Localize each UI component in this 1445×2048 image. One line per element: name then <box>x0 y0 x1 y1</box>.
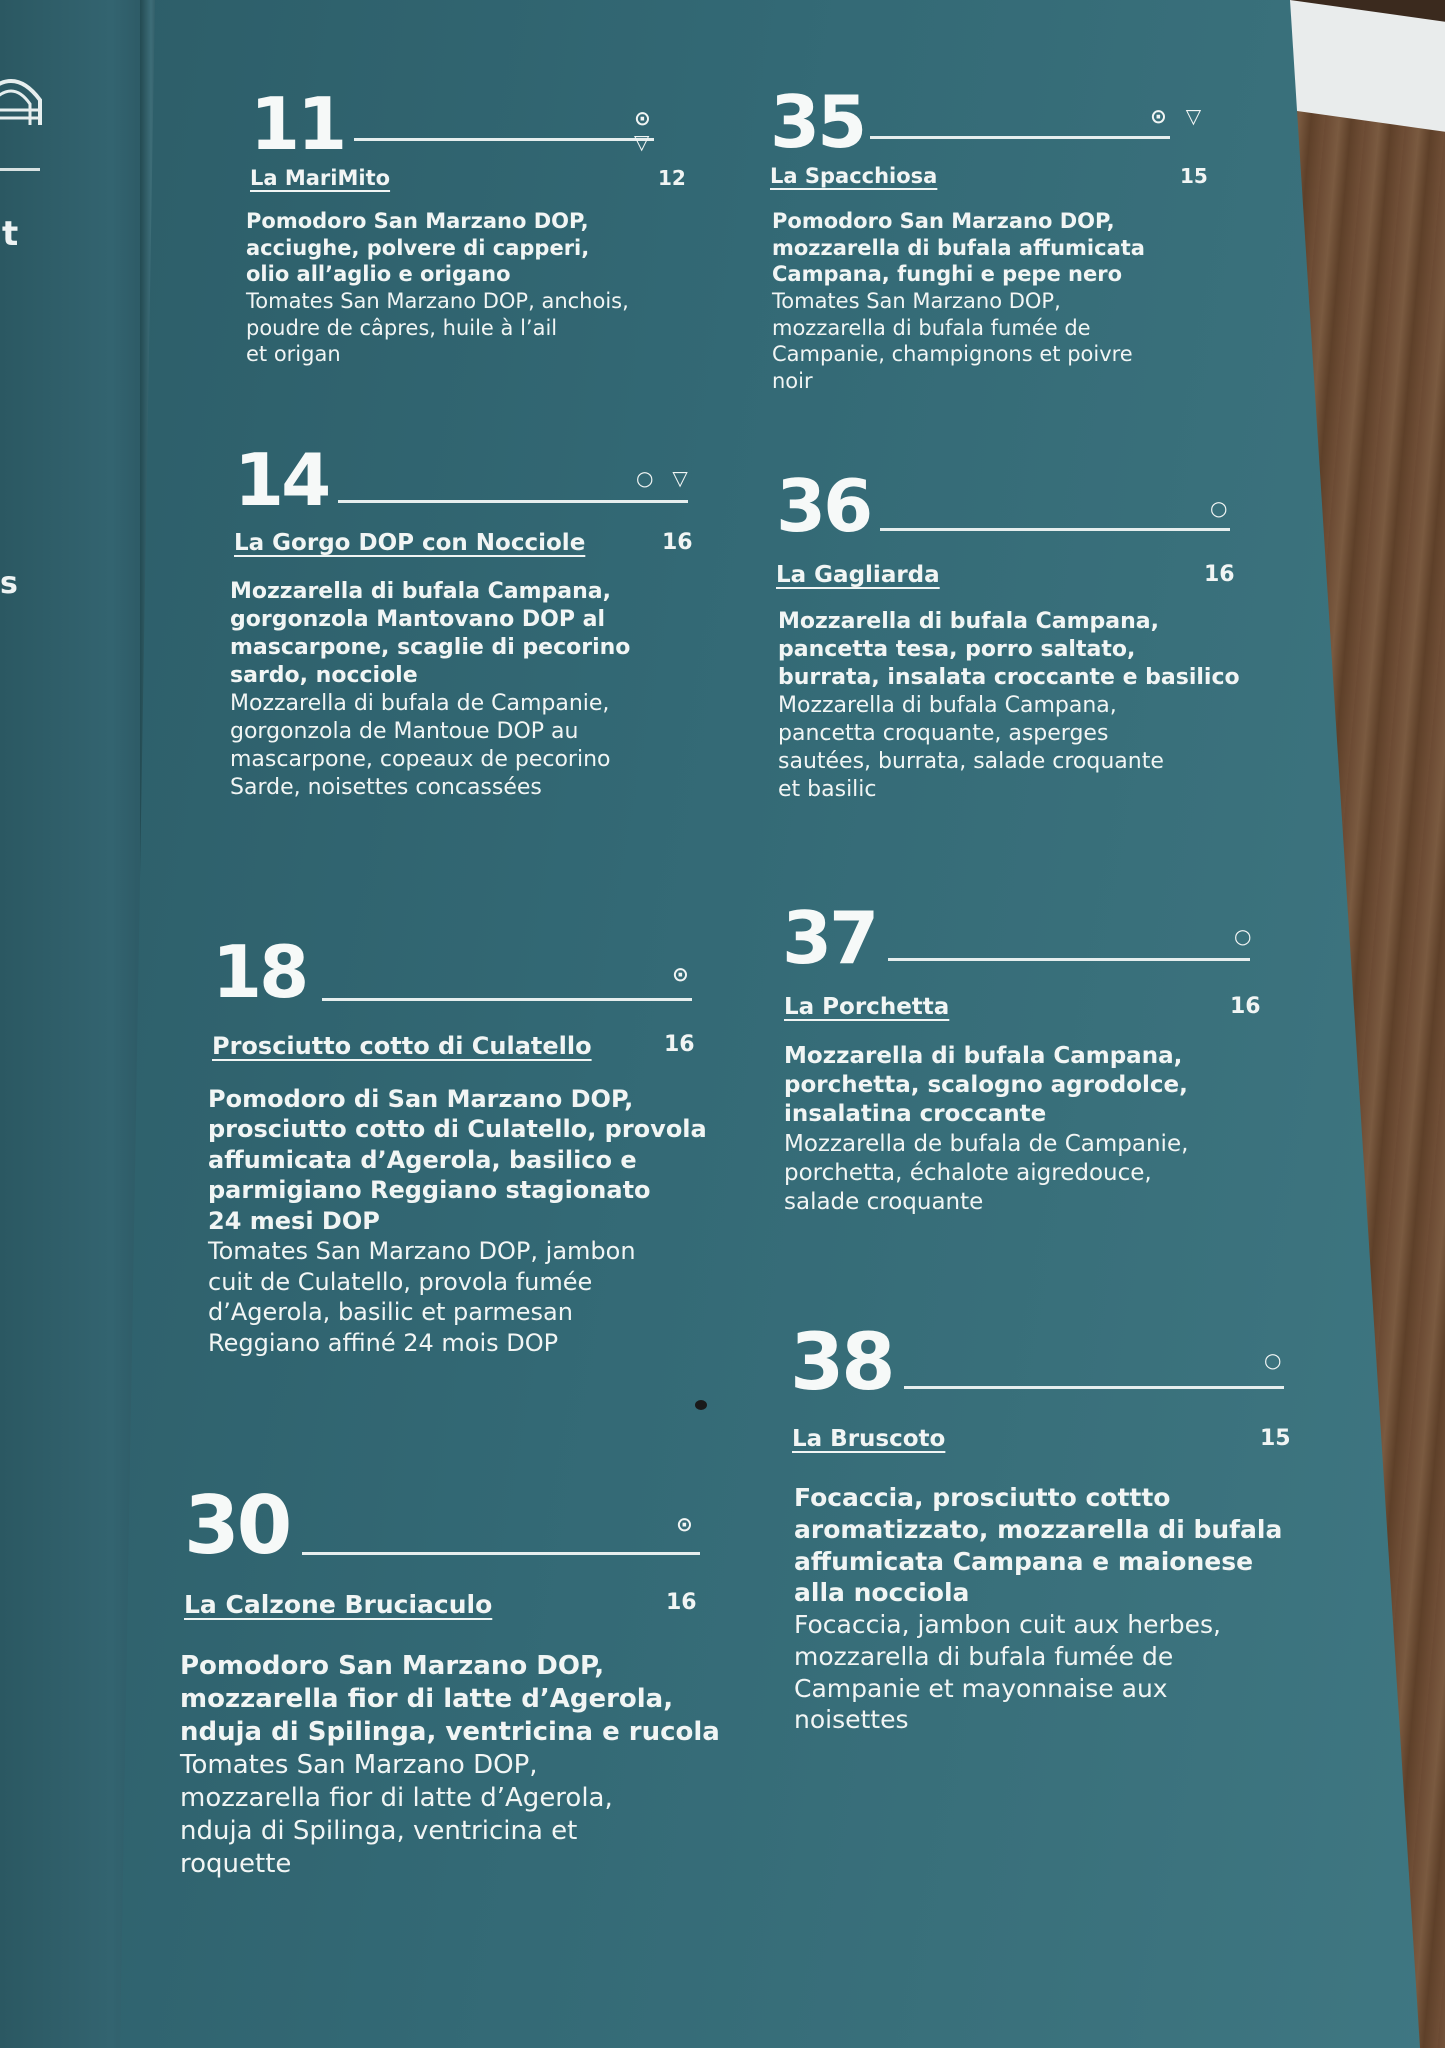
item-rule <box>338 500 688 503</box>
diet-icons: ⊙ <box>676 1512 699 1536</box>
item-number: 38 <box>790 1318 893 1408</box>
french-description: Mozzarella di bufala Campana, pancetta croquante, asperges sautées, burrata, salade croquante et basilic <box>778 692 1164 802</box>
italian-description: Pomodoro San Marzano DOP, mozzarella di bufala affumicata Campana, funghi e pepe nero <box>772 209 1145 287</box>
menu-item <box>776 464 1256 850</box>
item-rule <box>888 958 1250 961</box>
item-name: La Bruscoto <box>792 1426 946 1452</box>
italian-description: Focaccia, prosciutto cottto aromatizzato, mozzarella di bufala affumicata Campana e maionese alla nocciola <box>794 1483 1283 1608</box>
item-number: 18 <box>212 930 307 1014</box>
item-name: La Gagliarda <box>776 562 940 588</box>
menu-item <box>782 896 1262 1272</box>
item-description <box>772 208 1212 395</box>
item-price: 16 <box>1204 562 1235 587</box>
item-number: 30 <box>184 1479 290 1572</box>
french-description: Tomates San Marzano DOP, jambon cuit de Culatello, provola fumée d’Agerola, basilic et parmesan Reggiano affiné 24 mois DOP <box>208 1237 636 1357</box>
french-description: Mozzarella de bufala de Campanie, porchetta, échalote aigredouce, salade croquante <box>784 1130 1189 1216</box>
menu-item <box>230 438 704 854</box>
menu-item <box>208 930 712 1436</box>
item-price: 12 <box>658 166 686 190</box>
item-name: La Gorgo DOP con Nocciole <box>234 530 586 556</box>
italian-description: Mozzarella di bufala Campana, porchetta, scalogno agrodolce, insalatina croccante <box>784 1043 1188 1128</box>
arch-logo-icon <box>0 70 44 130</box>
diet-icons: ○ ▽ <box>636 466 694 490</box>
item-name: La Spacchiosa <box>770 164 938 188</box>
item-price: 16 <box>1230 994 1261 1019</box>
item-name: La Calzone Bruciaculo <box>184 1590 493 1619</box>
french-description: Tomates San Marzano DOP, mozzarella fior di latte d’Agerola, nduja di Spilinga, ventricina et roquette <box>180 1750 613 1880</box>
item-description <box>230 578 700 802</box>
menu-item <box>180 1479 724 1956</box>
item-rule <box>302 1552 700 1555</box>
diet-icons: ○ <box>1234 924 1258 948</box>
menu-item <box>246 82 690 418</box>
item-number: 14 <box>234 438 329 522</box>
menu-item <box>790 1318 1300 1824</box>
diet-icons: ⊙ ▽ <box>1150 104 1208 128</box>
item-rule <box>880 528 1230 531</box>
item-price: 16 <box>662 530 693 555</box>
italian-description: Pomodoro San Marzano DOP, mozzarella fior di latte d’Agerola, nduja di Spilinga, ventricina e rucola <box>180 1651 720 1748</box>
left-text-fragment: t <box>2 214 19 254</box>
italian-description: Mozzarella di bufala Campana, pancetta tesa, porro saltato, burrata, insalata croccante e basilico <box>778 609 1240 690</box>
item-name: Prosciutto cotto di Culatello <box>212 1032 592 1060</box>
french-description: Tomates San Marzano DOP, anchois, poudre de câpres, huile à l’ail et origan <box>246 288 629 367</box>
italian-description: Pomodoro di San Marzano DOP, prosciutto cotto di Culatello, provola affumicata d’Agerola, basilico e parmigiano Reggiano stagionato 24 mesi DOP <box>208 1085 707 1235</box>
item-rule <box>870 136 1170 139</box>
item-name: La MariMito <box>250 166 391 190</box>
item-price: 16 <box>664 1032 695 1057</box>
item-price: 15 <box>1180 164 1208 188</box>
french-description: Focaccia, jambon cuit aux herbes, mozzarella di bufala fumée de Campanie et mayonnaise aux noisettes <box>794 1610 1221 1735</box>
item-description <box>778 608 1258 804</box>
item-name: La Porchetta <box>784 994 950 1020</box>
item-rule <box>354 138 654 141</box>
french-description: Mozzarella di bufala de Campanie, gorgonzola de Mantoue DOP au mascarpone, copeaux de pecorino Sarde, noisettes concassées <box>230 690 611 800</box>
item-description <box>784 1042 1264 1217</box>
item-rule <box>904 1386 1284 1389</box>
french-description: Tomates San Marzano DOP, mozzarella di bufala fumée de Campanie, champignons et poivre noir <box>772 288 1133 393</box>
italian-description: Mozzarella di bufala Campana, gorgonzola Mantovano DOP al mascarpone, scaglie di pecorino sardo, nocciole <box>230 579 631 688</box>
diet-icons: ⊙ <box>672 962 695 986</box>
item-description <box>246 208 696 368</box>
item-number: 35 <box>770 80 865 164</box>
left-text-fragment: s <box>0 566 18 601</box>
diet-icons: ○ <box>1264 1348 1288 1372</box>
paper-stain <box>695 1400 707 1410</box>
item-price: 16 <box>666 1590 697 1615</box>
left-divider <box>0 168 40 171</box>
item-number: 37 <box>782 896 877 980</box>
item-description <box>794 1482 1304 1736</box>
white-paper-corner <box>1290 0 1445 132</box>
item-price: 15 <box>1260 1426 1291 1451</box>
item-number: 36 <box>776 464 871 548</box>
diet-icons: ○ <box>1210 496 1234 520</box>
item-description <box>208 1084 708 1358</box>
item-description <box>180 1650 720 1881</box>
diet-icons: ⊙ ▽ <box>634 106 657 154</box>
menu-item <box>770 80 1210 436</box>
item-number: 11 <box>250 82 345 166</box>
item-rule <box>322 998 692 1001</box>
italian-description: Pomodoro San Marzano DOP, acciughe, polvere di capperi, olio all’aglio e origano <box>246 209 590 287</box>
